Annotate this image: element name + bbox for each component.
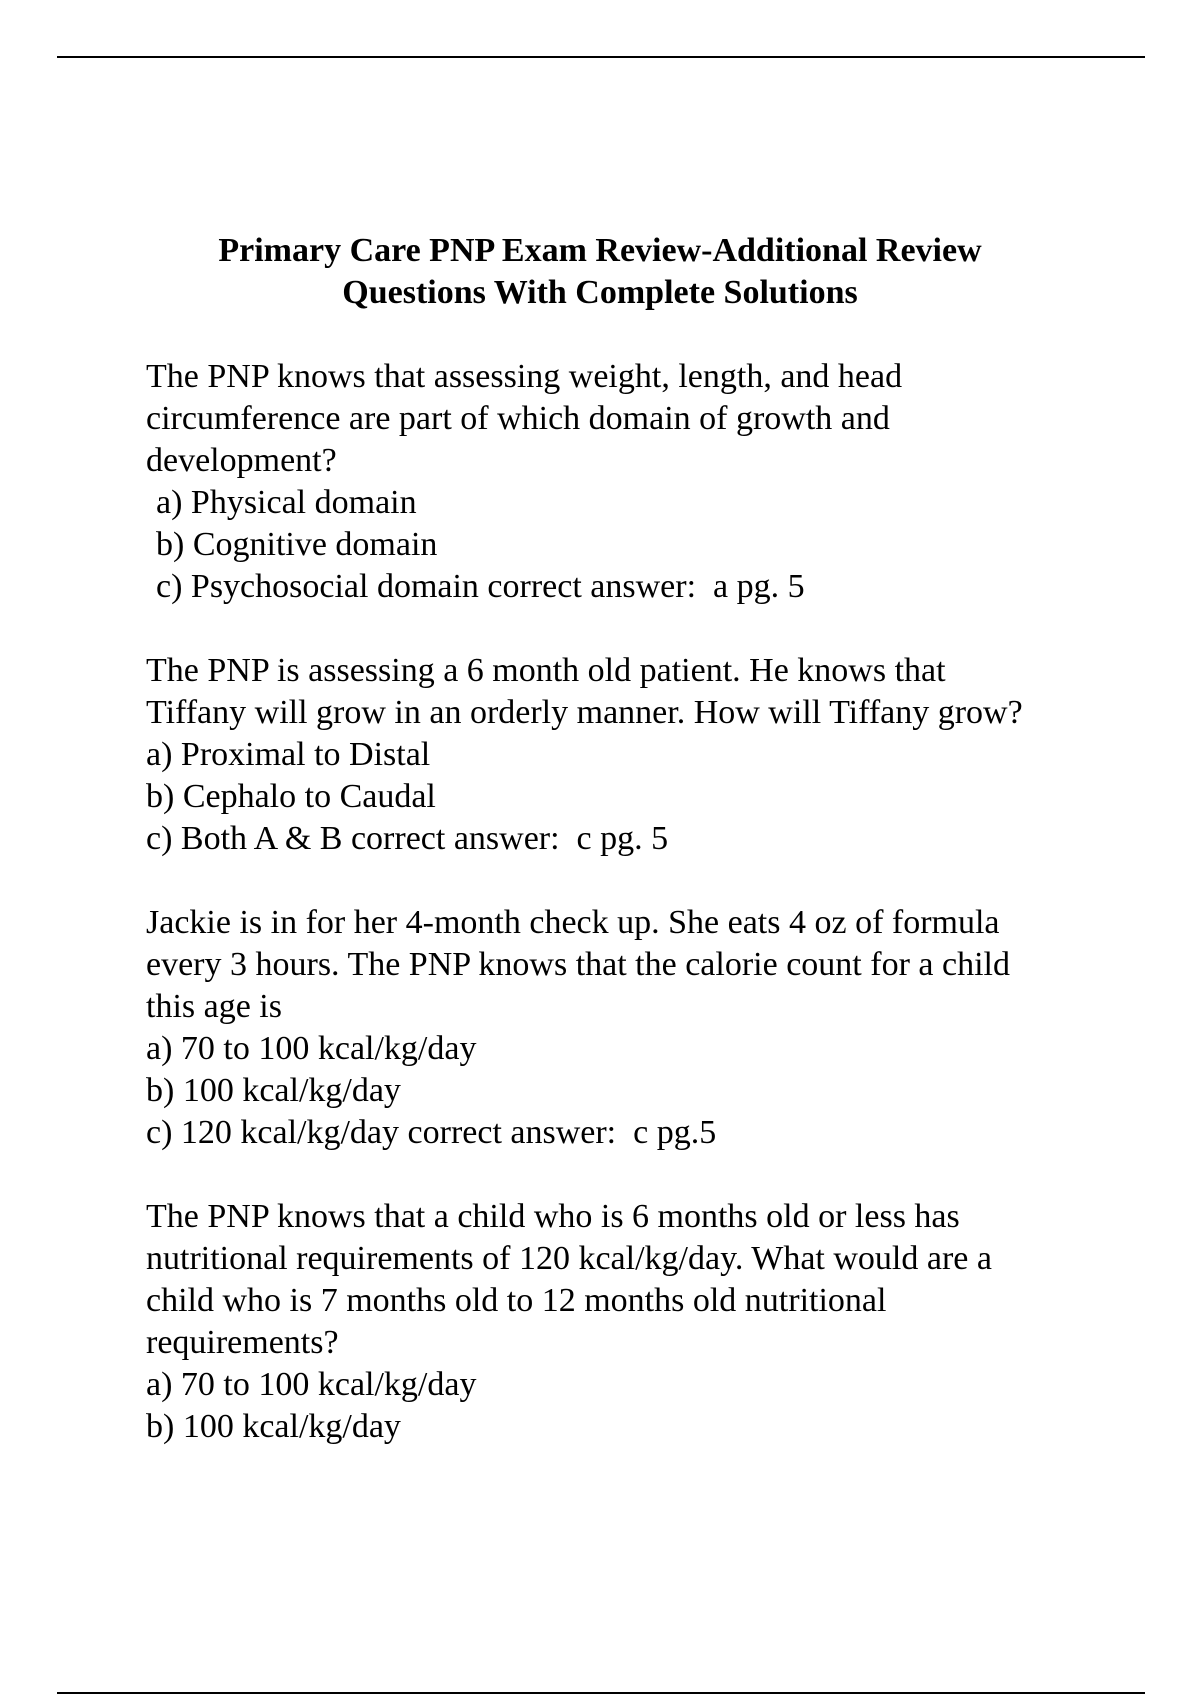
question-2-stem-line-2: Tiffany will grow in an orderly manner. How will Tiffany grow? — [146, 694, 1023, 731]
question-4-option-b: b) 100 kcal/kg/day — [146, 1408, 401, 1445]
question-1-option-c: c) Psychosocial domain correct answer: a pg. 5 — [156, 568, 805, 605]
question-1-option-a: a) Physical domain — [156, 484, 417, 521]
question-3-option-c: c) 120 kcal/kg/day correct answer: c pg.5 — [146, 1114, 717, 1151]
question-3-option-a: a) 70 to 100 kcal/kg/day — [146, 1030, 477, 1067]
question-4-stem-line-2: nutritional requirements of 120 kcal/kg/day. What would are a — [146, 1240, 992, 1277]
question-3-option-b: b) 100 kcal/kg/day — [146, 1072, 401, 1109]
question-1-stem-line-2: circumference are part of which domain of growth and — [146, 400, 890, 437]
question-3-stem-line-1: Jackie is in for her 4-month check up. She eats 4 oz of formula — [146, 904, 1000, 941]
question-2-option-b: b) Cephalo to Caudal — [146, 778, 436, 815]
document-title — [0, 230, 1200, 314]
question-4-stem-line-4: requirements? — [146, 1324, 339, 1361]
question-list — [146, 356, 1156, 1490]
question-2-stem-line-1: The PNP is assessing a 6 month old patient. He knows that — [146, 652, 946, 689]
question-3 — [146, 902, 1156, 1154]
title-line-1: Primary Care PNP Exam Review-Additional Review — [218, 232, 982, 269]
question-4 — [146, 1196, 1156, 1448]
title-line-2: Questions With Complete Solutions — [342, 274, 858, 311]
footer-rule — [57, 1692, 1145, 1694]
question-1-stem-line-1: The PNP knows that assessing weight, length, and head — [146, 358, 903, 395]
question-2-option-c: c) Both A & B correct answer: c pg. 5 — [146, 820, 669, 857]
question-3-stem-line-2: every 3 hours. The PNP knows that the calorie count for a child — [146, 946, 1010, 983]
question-2-option-a: a) Proximal to Distal — [146, 736, 431, 773]
question-1 — [146, 356, 1156, 608]
question-2 — [146, 650, 1156, 860]
question-4-stem-line-1: The PNP knows that a child who is 6 months old or less has — [146, 1198, 960, 1235]
question-1-option-b: b) Cognitive domain — [156, 526, 438, 563]
question-1-stem-line-3: development? — [146, 442, 337, 479]
question-3-stem-line-3: this age is — [146, 988, 282, 1025]
question-4-stem-line-3: child who is 7 months old to 12 months old nutritional — [146, 1282, 887, 1319]
header-rule — [57, 56, 1145, 58]
question-4-option-a: a) 70 to 100 kcal/kg/day — [146, 1366, 477, 1403]
